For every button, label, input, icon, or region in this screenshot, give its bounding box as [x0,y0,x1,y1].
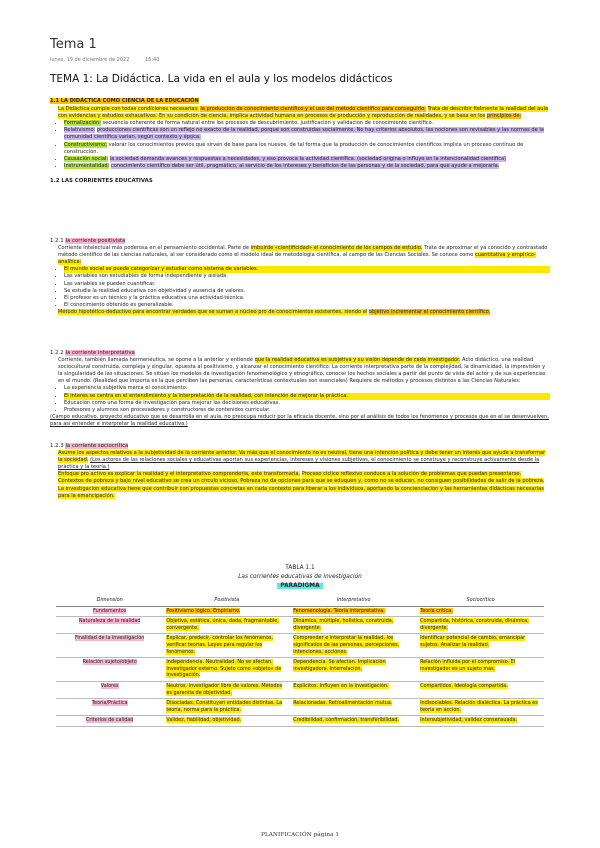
table-cell: Dinámica, múltiple, holística, construida, divergente. [293,618,394,631]
table-cell: Relacionadas. Retroalimentación mutua. [293,700,393,707]
term: Causación social: [64,155,109,162]
list-item: • Profesores y alumnos son procesadores y constructores de contenidos curricular. [64,407,550,414]
section-title: la corriente sociocrítica [65,443,129,449]
list-item [64,156,550,163]
table-cell: Credibilidad, confirmación, transferibilidad. [293,717,399,724]
text-run: Corriente, también llamada hermenéutica, se opone a la anterior y entiende [58,357,253,364]
positivist-list [50,266,550,309]
list-item: • El conocimiento obtenido es generalizable. [64,302,550,309]
section-heading: 1.2 LAS CORRIENTES EDUCATIVAS [50,177,153,184]
table-cell: Fundamentos [93,607,127,614]
table-cell: Independencia. Neutralidad. No se afectan. Investigador externo. Sujeto como «objeto» de investigación. [166,659,282,679]
table-cell: Explicar, predecir, controlar los fenómenos, verificar teorías. Leyes para regular los fenómenos. [166,635,274,655]
term: Formalización: [64,120,101,127]
list-item: • El profesor es un técnico y la práctica educativa una actividad técnica. [64,295,550,302]
page-meta [50,57,173,63]
text-run: Contextos de pobreza y bajo nivel educativo se crea un círculo vicioso. Pobreza no da opciones para que se eduquen y, como no se educan, no consiguen posibilidades de salir de la pobreza. La investigación educativa tiene que contribuir con propuestas concretas en cada contexto para liberar a los individuos, aportando la concienciación y las herramientas didácticas necesarias para la emancipación. [58,478,545,499]
text-run: Trata de aproximar el ya conocido y contrastado método científico de las ciencias naturales, al ser considerado como el modelo ideal de metodología científica, al campo de las Ciencias Sociales. Se conoce como [58,245,548,259]
list-item: • La experiencia subjetiva marca el conocimiento. [64,385,550,392]
definition: producciones científicas son un reflejo no exacto de la realidad, porque son construidas socialmente. No hay criterios absolutos, las nociones son revisables y las normas de la comunidad científica varían, según contexto y época. [64,127,544,141]
table-cell: Identificar potencial de cambio, emancipar sujetos. Analizar la realidad. [420,635,526,648]
list-item [64,142,550,156]
table-cell: Compartidos. Ideología compartida. [420,682,508,689]
table-cell: Fenomenología. Teoría interpretativa. [293,607,385,614]
table-cell: Objetiva, estática, única, dada, fragmentable, convergente. [166,618,279,631]
table-row [56,716,544,727]
table-row [56,606,544,617]
column-header: Sociocrítico [417,595,544,606]
text-run: imbuirde «cientificidad» el conocimiento de los campos de estudio. [250,245,423,252]
definition: secuencia coherente de forma natural entre los procesos de descubrimiento, justificación y validación de conocimiento científico. [102,120,434,127]
list-item: • Las variables se pueden cuantificar. [64,281,550,288]
table-row [56,699,544,716]
list-item: • El interés se centra en el entendimiento y la interpretación de la realidad, con intención de mejorar la práctica. [64,393,550,400]
column-header: Positivista [163,595,290,606]
table-cell: Disociadas. Constituyen entidades distintas. La teoría, norma para la práctica. [166,700,283,713]
text-run: la producción de conocimiento científico y el uso del método científico para conseguirlo. [200,106,426,113]
principles-list [50,120,550,170]
table-cell: Finalidad de la investigación [74,635,145,642]
text-run: objetivo incrementar el conocimiento científico. [368,308,491,315]
definition: conocimiento científico debe ser útil, pragmático, al servicio de los intereses y beneficios de las personas y de la sociedad, para que ayude a mejorarla. [110,162,500,169]
table-cell: Relación sujeto/objeto [82,659,137,666]
page-footer: PLANIFICACIÓN página 1 [260,832,340,838]
table-caption-title: Las corrientes educativas de investigación [238,574,362,580]
definition: la sociedad demanda avances y respuestas a necesidades, y eso provoca la actividad científica. (sociedad origina o influye en la intencionalidad científica) [109,155,507,162]
section-1-1 [50,98,550,185]
table-row [56,658,544,682]
term: Instrumentalidad: [64,162,110,169]
table-cell: Intersubjetividad, validez consensuada. [420,717,518,724]
table-cell: Explícitos. Influyen en la investigación. [293,682,389,689]
table-cell: Dependencia. Se afectan. Implicación investigadora. Interrelación. [293,659,386,672]
text-run: La Didáctica cumple con todas condiciones necesarias: [58,106,199,113]
text-run: principios de: [486,113,522,120]
section-number: 1.2.3 [50,443,64,449]
text-run: Proceso cíclico reflexivo conduce a la solución de problemas que puedan presentarse. [301,471,522,478]
table-row [56,617,544,634]
section-title: la corriente positivista [65,238,126,244]
list-item: • Educación como una forma de investigación para mejorar las decisiones educativas. [64,400,550,407]
term: Relativismo: [64,127,96,134]
text-run: Asume los aspectos relativos a la subjetividad de la corriente anterior. Va más que el conocimiento no es neutral, tiene una intención política y debe tener un interés que ayude a transformar la sociedad. [58,450,546,464]
section-1-2-1 [50,238,550,316]
page-title: Tema 1 [50,37,97,52]
table-cell: Teoría crítica. [420,607,453,614]
table-row [56,681,544,698]
text-run: cuantitativa y empírico-analítica: [58,252,536,266]
table-cell: Indisociables. Relación dialéctica. La práctica es teoría en acción. [420,700,538,713]
list-item [64,127,550,141]
table-caption-band: PARADIGMA [277,583,322,589]
term: Constructivismo: [64,141,107,148]
section-title: la corriente interpretativa [65,350,135,356]
table-caption-num: TABLA 1.1 [285,565,315,571]
section-heading: 1.1 LA DIDÁCTICA COMO CIENCIA DE LA EDUCACIÓN [50,98,199,104]
note-paragraph: (Campo educativo, proyecto educativo que se desarrolla en el aula, no preocupa reducir por la eficacia docente, sino por el análisis de todos los fenómenos y procesos que en el se desenvuelven, para así entender e interpretar la realidad educativa.) [50,413,549,427]
table-cell: Valores [100,682,119,689]
text-run: (Los actores de las relaciones sociales y educativas aportan sus experiencias, intereses y visiones subjetivas, el conocimiento se construye y reconstruye activamente desde la práctica y la teoría.) [58,457,540,471]
column-header: Dimensión [56,595,163,606]
section-number: 1.2.2 [50,350,64,356]
paradigm-table [56,595,544,727]
section-1-2-3 [50,443,550,500]
table-cell: Naturaleza de la realidad [78,618,141,625]
table-cell: Comprender e interpretar la realidad, los significados de las personas, percepciones, intenciones, acciones. [293,635,400,655]
list-item: • Se estudia la realidad educativa con objetividad y ausencia de valores. [64,288,550,295]
table-cell: Criterios de calidad [85,717,134,724]
page-date: lunes, 19 de diciembre de 2022 [50,57,130,63]
text-run: Enfoque pro activo es explicar la realidad y el interpretativo comprenderla, este transformarla. [58,471,301,478]
table-header-row [56,595,544,606]
section-1-2-2 [50,350,550,428]
page-time: 16:40 [144,57,160,63]
table-cell: Neutros. Investigador libre de valores. Métodos es garantía de objetividad. [166,682,283,696]
table-cell: Teoría/Práctica [91,700,128,707]
list-item: • El mundo social se puede categorizar y estudiar como sistema de variables. [64,266,550,273]
text-run: Corriente intelectual más poderosa en el pensamiento occidental. Parte de [58,245,250,252]
section-number: 1.2.1 [50,238,64,244]
table-cell: Positivismo lógico. Empirismo. [166,607,241,614]
text-run: Trata de describir fielmente la realidad del aula con evidencias y estudios exhaustivos. En su condición de ciencia, implica actividad humana en procesos de producción y reproducción de realidades, y se basa en los [58,106,549,120]
text-run: Acto didáctico, una realidad sociocultural construida, compleja y singular, opuesta al positivismo, y alcanzar el conocimiento científico. La corriente interpretativa parte de la complejidad, la dinamicidad, la imprevisión y la singularidad de las situaciones. Se sitúan los modelos de investigación fenomenológico y etnográfico, conocer los hechos sociales a partir del punto de vista del actor y de sus experiencias en el mundo. (Realidad que importa es la que perciben las personas, características contextuales son esenciales) Requiere de métodos y procesos distintos a las Ciencias Naturales: [58,357,546,385]
table-row [56,634,544,658]
table-cell: Relación influida por el compromiso. El investigador es un sujeto más. [420,659,516,672]
list-item [64,163,550,170]
interpretive-list [50,385,550,413]
table-cell: Validez, fiabilidad, objetividad. [166,717,242,724]
text-run: Método hipotético-deductivo para encontrar verdades que se suman a núcleo pro de conocimientos existentes, siendo el [58,308,368,315]
list-item: • Las variables son estudiables de forma independiente y aislada. [64,273,550,280]
definition: valorar los conocimientos previos que sirven de base para los nuevos, de tal forma que la producción de conocimientos científicos implica un proceso continuo de construcción. [64,141,524,155]
column-header: Interpretativo [290,595,417,606]
table-cell: Compartida, histórica, construida, dinámica, divergente. [420,618,529,631]
topic-heading: TEMA 1: La Didáctica. La vida en el aula y los modelos didácticos [50,73,393,85]
text-run: que la realidad educativa es subjetiva y su visión depende de cada investigador. [254,357,461,364]
